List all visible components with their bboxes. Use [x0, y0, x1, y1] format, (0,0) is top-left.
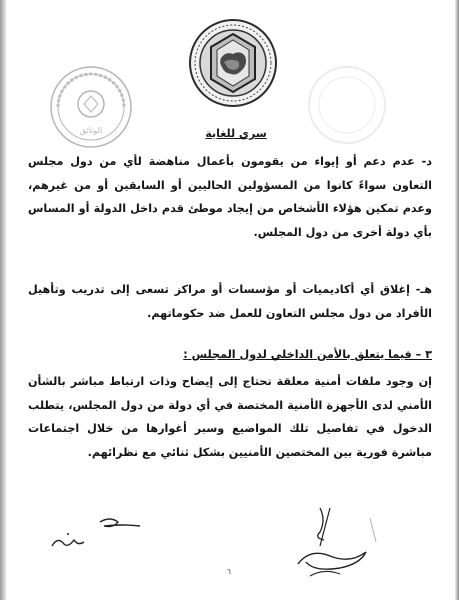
faded-stamp	[306, 64, 388, 146]
faded-stamp-icon	[306, 64, 388, 146]
archive-stamp-label: الوثائق	[79, 126, 103, 135]
page-shadow-right	[455, 0, 459, 600]
gcc-emblem-icon	[188, 18, 278, 108]
signature-right	[290, 502, 410, 586]
classification-label: سري للغاية	[205, 127, 267, 140]
paragraph-h: هـ- إغلاق أي أكاديميات أو مؤسسات أو مراكز تسعى إلى تدريب وتأهيل الأفراد من دول مجلس التعاون للعمل ضد حكوماتهم.	[28, 283, 432, 320]
page-shadow-left	[0, 0, 6, 600]
section-3-heading: ٣ – فيما يتعلق بالأمن الداخلي لدول المجلس :	[183, 348, 432, 361]
gcc-emblem	[188, 18, 278, 108]
signature-left	[44, 512, 154, 556]
section-3-body: إن وجود ملفات أمنية معلقة تحتاج إلى إيضاح وذات ارتباط مباشر بالشأن الأمني لدى الأجهزة الأمنية المختصة في أي دولة من دول المجلس، يتطلب الدخول في تفاصيل تلك المواضيع وسبر أغوارها من خلال اجتماعات مباشرة فورية بين المختصين الأمنيين بشكل ثنائي مع نظرائهم.	[28, 375, 432, 459]
archive-stamp-icon	[48, 64, 134, 150]
paragraph-d: د- عدم دعم أو إيواء من يقومون بأعمال مناهضة لأي من دول مجلس التعاون سواءً كانوا من المسؤولين الحاليين أو السابقين أو من غيرهم، وعدم تمكين هؤلاء الأشخاص من إيجاد موطئ قدم داخل الدولة أو المساس بأي دولة أخرى من دول المجلس.	[28, 155, 432, 239]
page-number: ٦	[227, 568, 231, 576]
archive-stamp	[48, 64, 134, 150]
